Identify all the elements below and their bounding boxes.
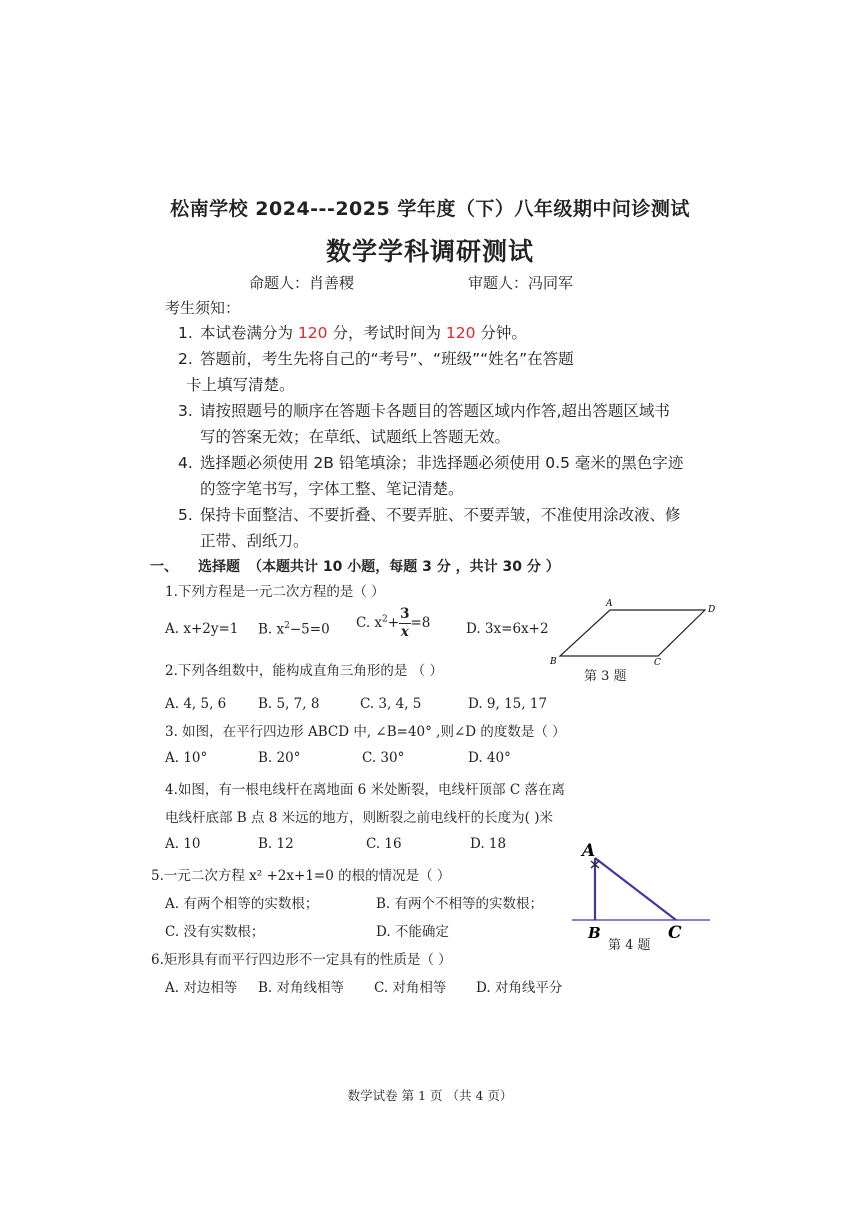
vertex-c-label: C <box>654 658 661 668</box>
note-number: 1. <box>178 324 193 342</box>
note-3-cont: 写的答案无效；在草纸、试题纸上答题无效。 <box>200 428 511 446</box>
section-number: 一、 <box>150 559 178 575</box>
q5-option-a: A. 有两个相等的实数根； <box>165 896 319 912</box>
note-5-cont: 正带、刮纸刀。 <box>200 532 309 550</box>
q6-option-d: D. 对角线平分 <box>476 980 563 996</box>
q6-option-a: A. 对边相等 <box>165 980 238 996</box>
section-note: （本题共计 10 小题，每题 3 分 ，共计 30 分 ） <box>248 559 560 575</box>
note-number: 2. <box>178 350 193 368</box>
q5-option-c: C. 没有实数根； <box>165 924 265 940</box>
q4-option-c: C. 16 <box>366 836 402 852</box>
broken-pole-line <box>595 858 676 920</box>
exam-time: 120 <box>445 324 476 342</box>
author: 命题人：肖善稷 <box>249 274 355 292</box>
parallelogram-shape <box>560 610 705 656</box>
q4-option-b: B. 12 <box>258 836 294 852</box>
q4-option-d: D. 18 <box>470 836 507 852</box>
section-header <box>150 556 560 576</box>
figure-4-caption: 第 4 题 <box>608 938 651 953</box>
full-score: 120 <box>297 324 328 342</box>
page-footer: 数学试卷 第 1 页 （共 4 页） <box>347 1088 513 1103</box>
q6-option-b: B. 对角线相等 <box>258 980 345 996</box>
q2-option-c: C. 3, 4, 5 <box>360 696 422 712</box>
question-2-stem: 2.下列各组数中，能构成直角三角形的是 （ ） <box>165 663 443 679</box>
q5-option-b: B. 有两个不相等的实数根； <box>376 896 544 912</box>
notes-title: 考生须知： <box>165 299 241 317</box>
point-a-label: A <box>582 841 596 861</box>
question-4-stem-line1: 4.如图，有一根电线杆在离地面 6 米处断裂，电线杆顶部 C 落在离 <box>165 782 565 798</box>
question-3-stem: 3. 如图，在平行四边形 ABCD 中, ∠B=40° ,则∠D 的度数是（ ） <box>165 724 566 740</box>
note-2-cont: 卡上填写清楚。 <box>186 376 295 394</box>
note-number: 5. <box>178 506 193 524</box>
note-4-cont: 的签字笔书写，字体工整、笔记清楚。 <box>200 480 464 498</box>
reviewer: 审题人：冯同军 <box>468 274 574 292</box>
q2-option-b: B. 5, 7, 8 <box>258 696 320 712</box>
note-4: 4. 选择题必须使用 2B 铅笔填涂；非选择题必须使用 0.5 毫米的黑色字迹 <box>178 454 684 472</box>
figure-3-parallelogram <box>540 595 730 685</box>
vertex-d-label: D <box>708 605 716 615</box>
note-1: 1. 本试卷满分为 120 分，考试时间为 120 分钟。 <box>178 324 527 342</box>
q3-option-d: D. 40° <box>468 750 511 766</box>
q1-option-b: B. $x^2-5=0$ <box>258 621 330 638</box>
question-5-stem: 5.一元二次方程 x² +2x+1=0 的根的情况是（ ） <box>151 868 451 884</box>
point-c-label: C <box>668 923 682 943</box>
note-number: 4. <box>178 454 193 472</box>
point-b-label: B <box>588 924 601 942</box>
exam-school-title: 松南学校 2024---2025 学年度（下）八年级期中问诊测试 <box>170 198 690 220</box>
note-5: 5. 保持卡面整洁、不要折叠、不要弄脏、不要弄皱，不准使用涂改液、修 <box>178 506 681 524</box>
q3-option-a: A. 10° <box>165 750 208 766</box>
q6-option-c: C. 对角相等 <box>374 980 447 996</box>
q2-option-a: A. 4, 5, 6 <box>165 696 227 712</box>
question-1-stem: 1.下列方程是一元二次方程的是（ ） <box>165 584 385 600</box>
figure-3-caption: 第 3 题 <box>584 669 627 684</box>
note-number: 3. <box>178 402 193 420</box>
q1-option-d: D. 3x=6x+2 <box>466 621 549 637</box>
fraction: $\frac{3}{x}$ <box>400 606 410 640</box>
q3-option-b: B. 20° <box>258 750 301 766</box>
q3-option-c: C. 30° <box>362 750 405 766</box>
q5-option-d: D. 不能确定 <box>376 924 449 940</box>
q1-option-c: C. $x^2+$ $\frac{3}{x}$ =8 <box>356 606 431 640</box>
q4-option-a: A. 10 <box>165 836 201 852</box>
note-3: 3. 请按照题号的顺序在答题卡各题目的答题区域内作答,超出答题区域书 <box>178 402 670 420</box>
q2-option-d: D. 9, 15, 17 <box>468 696 548 712</box>
question-6-stem: 6.矩形具有而平行四边形不一定具有的性质是（ ） <box>151 952 452 968</box>
exam-subject-title: 数学学科调研测试 <box>325 237 534 266</box>
q1-option-a: A. x+2y=1 <box>165 621 239 637</box>
figure-4-pole <box>570 840 720 943</box>
vertex-a-label: A <box>606 599 613 609</box>
question-4-stem-line2: 电线杆底部 B 点 8 米远的地方，则断裂之前电线杆的长度为( )米 <box>165 810 553 826</box>
vertex-b-label: B <box>550 657 557 667</box>
note-2: 2. 答题前，考生先将自己的“考号”、“班级”“姓名”在答题 <box>178 350 574 368</box>
section-title: 选择题 <box>198 559 240 575</box>
